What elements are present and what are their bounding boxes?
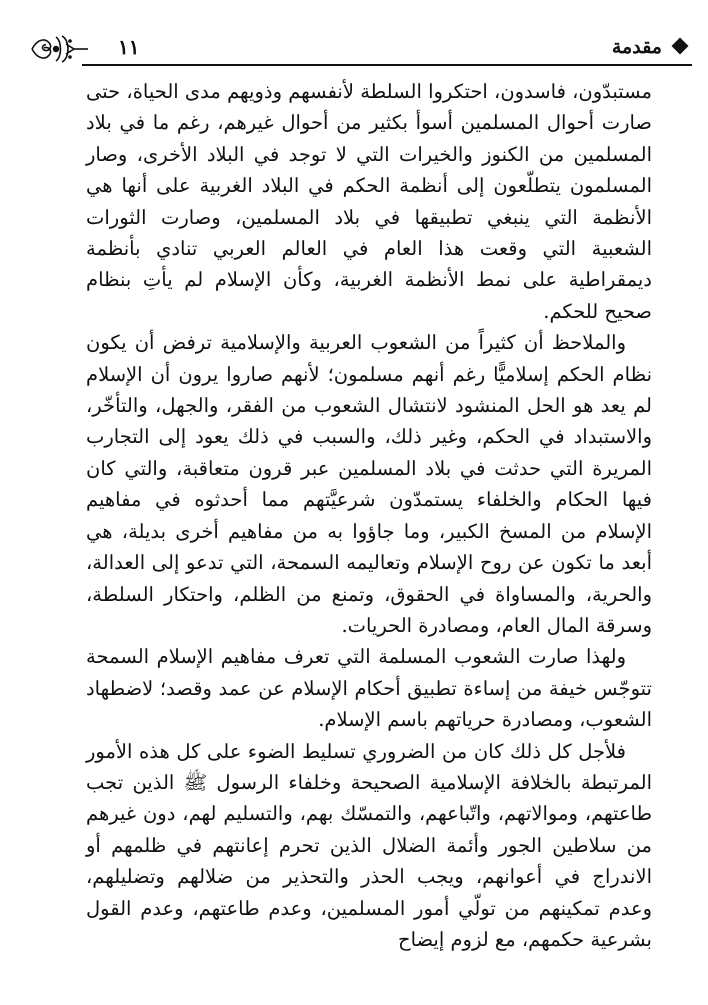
- page-header: [30, 30, 694, 68]
- body-text: [86, 76, 652, 955]
- paragraph: ولهذا صارت الشعوب المسلمة التي تعرف مفاهيم الإسلام السمحة تتوجّس خيفة من إساءة تطبيق أحكام الإسلام عن عمد وقصد؛ لاضطهاد الشعوب، ومصادرة حرياتهم باسم الإسلام.: [86, 645, 652, 732]
- diamond-icon: [672, 38, 689, 55]
- floral-ornament-icon: [30, 32, 88, 66]
- chapter-title: مقدمة: [611, 36, 662, 58]
- paragraph: فلأجل كل ذلك كان من الضروري تسليط الضوء على كل هذه الأمور المرتبطة بالخلافة الإسلامية الصحيحة وخلفاء الرسول ﷺ الذين تجب طاعتهم، وموالاتهم، واتّباعهم، والتمسّك بهم، والتسليم لهم، دون غيرهم من سلاطين الجور وأئمة الضلال الذين تحرم إعانتهم في ظلمهم أو الاندراج في أعوانهم، ويجب الحذر والتحذير من ضلالهم وتضليلهم، وعدم تمكينهم من تولّي أمور المسلمين، وعدم طاعتهم، وعدم القول بشرعية حكمهم، مع لزوم إيضاح: [86, 739, 652, 951]
- header-rule: [82, 64, 692, 66]
- page-number: ١١: [118, 35, 140, 59]
- paragraph: والملاحظ أن كثيراً من الشعوب العربية والإسلامية ترفض أن يكون نظام الحكم إسلاميًّا رغم أنهم مسلمون؛ لأنهم صاروا يرون أن الإسلام لم يعد هو الحل المنشود لانتشال الشعوب من الفقر، والجهل، والتأخّر، والاستبداد في الحكم، وغير ذلك، والسبب في ذلك يعود إلى التجارب المريرة التي حدثت في بلاد المسلمين عبر قرون متعاقبة، والتي كان فيها الحكام والخلفاء يستمدّون شرعيَّتهم مما أحدثوه في مفاهيم الإسلام من المسخ الكبير، وما جاؤوا به من مفاهيم أخرى بديلة، هي أبعد ما تكون عن روح الإسلام وتعاليمه السمحة، التي تدعو إلى العدالة، والحرية، والمساواة في الحقوق، وتمنع من الظلم، واحتكار السلطة، وسرقة المال العام، ومصادرة الحريات.: [86, 331, 652, 637]
- paragraph: مستبدّون، فاسدون، احتكروا السلطة لأنفسهم وذويهم مدى الحياة، حتى صارت أحوال المسلمين أسوأ بكثير من أحوال غيرهم، رغم ما في بلاد المسلمين من الكنوز والخيرات التي لا توجد في البلاد الأخرى، وصار المسلمون يتطلّعون إلى أنظمة الحكم في البلاد الغربية على أنها هي الأنظمة التي ينبغي تطبيقها في بلاد المسلمين، وصارت الثورات الشعبية التي وقعت هذا العام في العالم العربي تنادي بأنظمة ديمقراطية على نمط الأنظمة الغربية، وكأن الإسلام لم يأتِ بنظام صحيح للحكم.: [86, 80, 652, 323]
